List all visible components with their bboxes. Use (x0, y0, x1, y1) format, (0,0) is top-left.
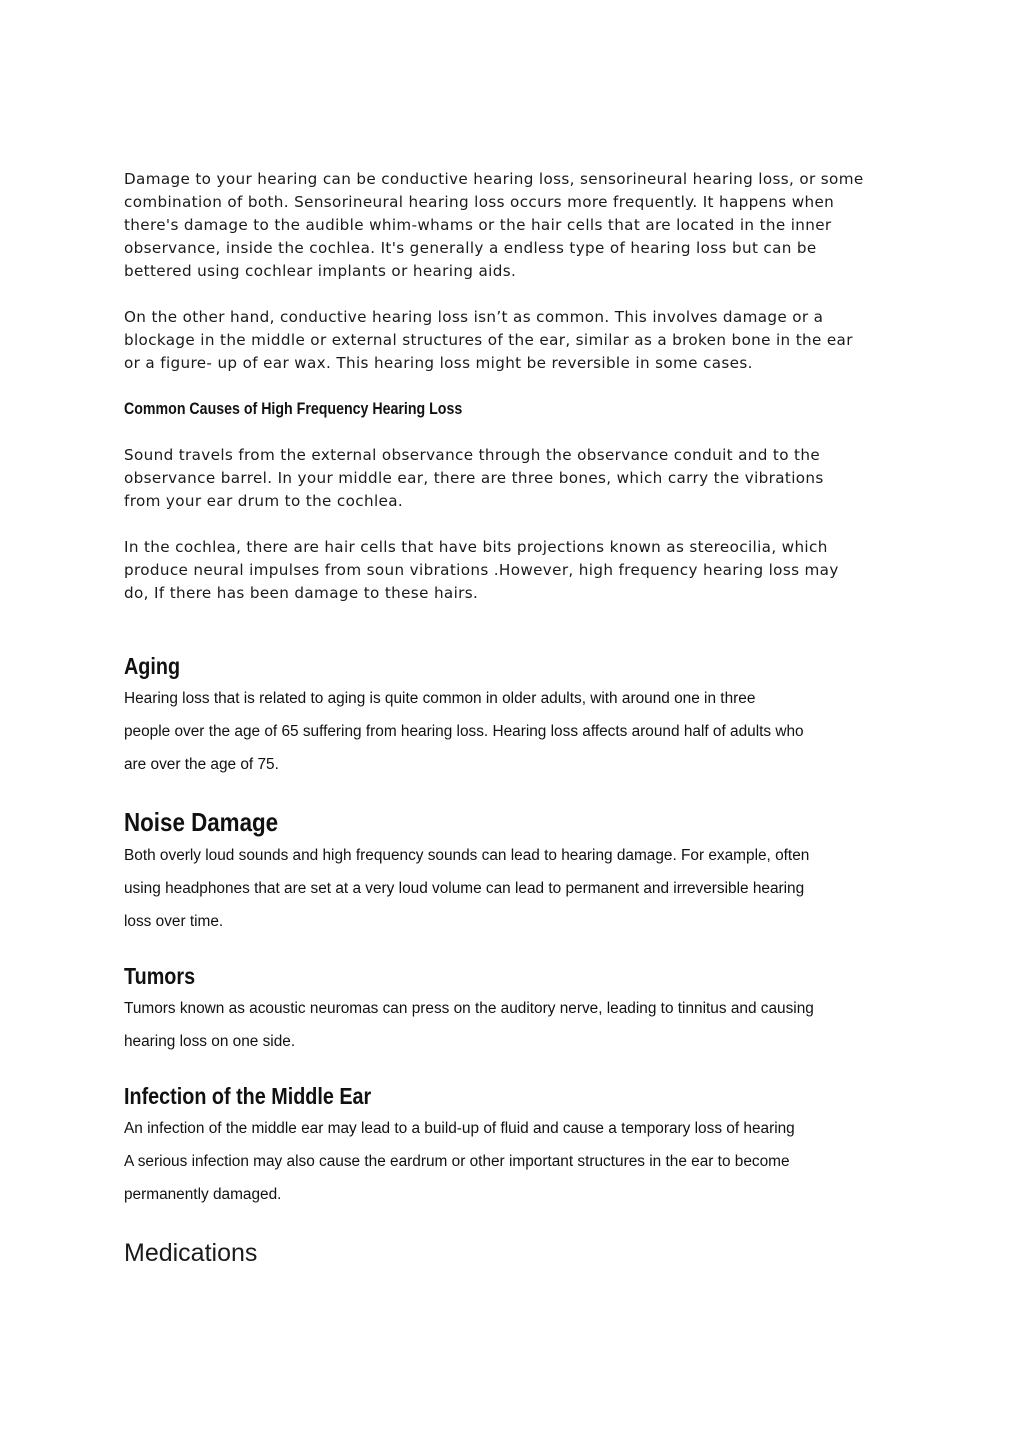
paragraph-middle-ear-infection (124, 1112, 904, 1211)
text-line: or a figure- up of ear wax. This hearing loss might be reversible in some cases. (124, 354, 753, 372)
paragraph-hearing-loss-types (124, 168, 904, 283)
text-line: Damage to your hearing can be conductive hearing loss, sensorineural hearing loss, or some (124, 170, 864, 188)
section-aging (124, 652, 904, 781)
text-line: In the cochlea, there are hair cells that have bits projections known as stereocilia, which (124, 538, 828, 556)
text-line: combination of both. Sensorineural hearing loss occurs more frequently. It happens when (124, 193, 835, 211)
text-line: observance barrel. In your middle ear, there are three bones, which carry the vibrations (124, 469, 824, 487)
text-line: blockage in the middle or external structures of the ear, similar as a broken bone in the ear (124, 331, 853, 349)
text-line: from your ear drum to the cochlea. (124, 492, 404, 510)
text-line: Sound travels from the external observance through the observance conduit and to the (124, 446, 821, 464)
paragraph-noise-damage (124, 839, 904, 938)
text-line: bettered using cochlear implants or hearing aids. (124, 262, 517, 280)
text-line: loss over time. (124, 913, 224, 930)
heading-aging: Aging (124, 653, 181, 679)
document-page (124, 168, 904, 1268)
text-line: A serious infection may also cause the eardrum or other important structures in the ear to become (124, 1153, 790, 1170)
section-medications (124, 1238, 904, 1268)
text-line: are over the age of 75. (124, 756, 279, 773)
text-line: On the other hand, conductive hearing loss isn’t as common. This involves damage or a (124, 308, 824, 326)
section-tumors (124, 962, 904, 1058)
causes-sections (124, 652, 904, 1268)
text-line: there's damage to the audible whim-whams or the hair cells that are located in the inner (124, 216, 832, 234)
heading-middle-ear-infection: Infection of the Middle Ear (124, 1083, 372, 1109)
text-line: Hearing loss that is related to aging is quite common in older adults, with around one in three (124, 690, 756, 707)
text-line: Both overly loud sounds and high frequency sounds can lead to hearing damage. For example, often (124, 847, 810, 864)
heading-medications: Medications (124, 1239, 258, 1267)
text-line: permanently damaged. (124, 1186, 282, 1203)
heading-tumors: Tumors (124, 963, 196, 989)
text-line: people over the age of 65 suffering from hearing loss. Hearing loss affects around half of adults who (124, 723, 804, 740)
paragraph-conductive-loss (124, 306, 904, 375)
paragraph-tumors (124, 992, 904, 1058)
heading-noise-damage: Noise Damage (124, 807, 279, 837)
text-line: produce neural impulses from soun vibrations .However, high frequency hearing loss may (124, 561, 839, 579)
paragraph-aging (124, 682, 904, 781)
paragraph-sound-travel (124, 444, 904, 513)
text-line: observance, inside the cochlea. It's generally a endless type of hearing loss but can be (124, 239, 817, 257)
text-line: using headphones that are set at a very loud volume can lead to permanent and irreversible hearing (124, 880, 805, 897)
subheading-common-causes: Common Causes of High Frequency Hearing Loss (124, 400, 463, 418)
paragraph-cochlea (124, 536, 904, 605)
section-middle-ear-infection (124, 1082, 904, 1211)
text-line: do, If there has been damage to these hairs. (124, 584, 479, 602)
text-line: An infection of the middle ear may lead to a build-up of fluid and cause a temporary loss of hearing (124, 1120, 795, 1137)
text-line: hearing loss on one side. (124, 1033, 296, 1050)
intro-block (124, 168, 904, 605)
text-line: Tumors known as acoustic neuromas can press on the auditory nerve, leading to tinnitus and causing (124, 1000, 814, 1017)
section-noise-damage (124, 806, 904, 938)
